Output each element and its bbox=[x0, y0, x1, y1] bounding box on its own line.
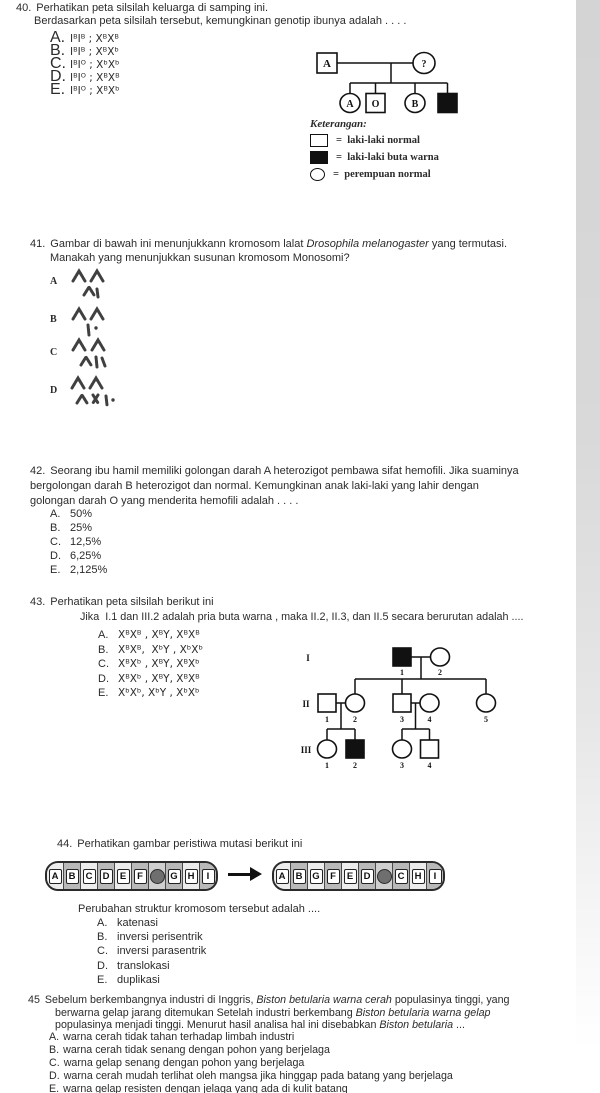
q41-item-d-label: D bbox=[50, 385, 58, 396]
option-label: A. bbox=[49, 1031, 60, 1043]
option-label: D. bbox=[97, 959, 108, 972]
q42-line3: golongan darah O yang menderita hemofili adalah . . . . bbox=[30, 495, 299, 507]
option-text: warna cerah mudah terlihat oleh mangsa jika hinggap pada batang yang berjelaga bbox=[63, 1070, 453, 1082]
chromosome-segment: I bbox=[427, 863, 443, 889]
q41-item-b-label: B bbox=[50, 314, 57, 325]
q44-option-e bbox=[97, 974, 206, 988]
chromosome-after bbox=[272, 861, 445, 891]
legend-title: Keterangan: bbox=[310, 118, 367, 130]
ii4-number: 4 bbox=[427, 715, 432, 724]
option-text: inversi parasentrik bbox=[117, 945, 207, 958]
option-text: warna gelap senang dengan pohon yang berjelaga bbox=[63, 1057, 305, 1069]
child2-label: O bbox=[371, 99, 380, 110]
chromosome-segment: I bbox=[200, 863, 216, 889]
option-label: E. bbox=[50, 80, 66, 98]
legend-row-colorblind-male bbox=[310, 151, 439, 164]
legend-text: = perempuan normal bbox=[333, 169, 431, 180]
q43-option-e bbox=[98, 687, 203, 702]
option-text: IᴮIᴼ ; XᵇXᵇ bbox=[70, 58, 120, 71]
q44-prompt: Perubahan struktur kromosom tersebut adalah .... bbox=[78, 903, 321, 915]
gen-label-2: II bbox=[302, 699, 310, 709]
q45-options bbox=[49, 1031, 453, 1093]
chromosome-segment: G bbox=[166, 863, 183, 889]
q43-line2: Jika I.1 dan III.2 adalah pria buta warna , maka II.2, II.3, dan II.5 secara berurutan adalah .... bbox=[80, 611, 524, 623]
chromosome-segment: B bbox=[291, 863, 308, 889]
q44-option-d bbox=[97, 960, 206, 974]
q45-line1 bbox=[28, 994, 510, 1007]
option-text: translokasi bbox=[117, 959, 170, 972]
chromosome-segment: H bbox=[410, 863, 427, 889]
q40-options bbox=[50, 29, 120, 98]
q45-line1-text: Sebelum berkembangnya industri di Inggris, Biston betularia warna cerah populasinya tinggi, yang bbox=[44, 994, 510, 1006]
option-text: IᴮIᴼ ; XᴮXᵇ bbox=[70, 84, 120, 97]
i1-number: 1 bbox=[400, 668, 404, 677]
option-text: XᴮXᵇ , XᴮY, XᴮXᴮ bbox=[118, 672, 200, 685]
q42-option-c bbox=[50, 536, 107, 550]
chromosome-segment: C bbox=[81, 863, 98, 889]
chromosome-segment: E bbox=[342, 863, 359, 889]
q43-option-d bbox=[98, 673, 203, 688]
option-text: IᴮIᴼ ; XᴮXᴮ bbox=[70, 71, 120, 84]
option-text: XᴮXᴮ , XᴮY, XᴮXᴮ bbox=[118, 629, 200, 641]
option-label: D. bbox=[50, 550, 61, 562]
q42-option-b bbox=[50, 522, 107, 536]
option-text: 25% bbox=[70, 522, 93, 534]
legend-text: = laki-laki buta warna bbox=[336, 152, 439, 163]
q43-option-b bbox=[98, 644, 203, 659]
q42-options bbox=[50, 508, 107, 578]
q44-option-b bbox=[97, 931, 206, 945]
option-label: A. bbox=[97, 917, 108, 929]
chromosome-before bbox=[45, 861, 218, 891]
q45-option-a bbox=[49, 1031, 453, 1044]
chromosome-segment: C bbox=[393, 863, 410, 889]
option-text: 12,5% bbox=[70, 536, 102, 548]
ii1-square bbox=[318, 694, 336, 712]
option-label: E. bbox=[49, 1083, 60, 1093]
q44-line1-text: Perhatikan gambar peristiwa mutasi berikut ini bbox=[77, 838, 303, 850]
option-text: XᴮXᴮ, XᵇY , XᵇXᵇ bbox=[118, 643, 203, 656]
child4-square-filled bbox=[438, 94, 457, 113]
q41-item-c-label: C bbox=[50, 347, 58, 358]
option-label: A. bbox=[50, 29, 66, 46]
iii2-number: 2 bbox=[353, 761, 357, 770]
option-label: B. bbox=[49, 1044, 60, 1056]
karyotype-option-b bbox=[68, 306, 116, 338]
father-label: A bbox=[323, 58, 331, 70]
option-text: warna cerah tidak tahan terhadap limbah industri bbox=[63, 1031, 295, 1043]
option-text: 6,25% bbox=[70, 550, 102, 562]
option-label: B. bbox=[98, 643, 109, 656]
q42-line1 bbox=[30, 464, 519, 479]
option-label: B. bbox=[50, 41, 66, 59]
q43-line1 bbox=[30, 596, 214, 609]
option-label: C. bbox=[98, 658, 109, 671]
child3-label: B bbox=[411, 99, 419, 110]
gen-label-3: III bbox=[300, 745, 312, 755]
option-label: C. bbox=[97, 945, 108, 958]
q45-option-b bbox=[49, 1044, 453, 1057]
q45-option-e bbox=[49, 1083, 453, 1093]
ii5-circle bbox=[477, 694, 496, 712]
chromosome-segment: E bbox=[115, 863, 132, 889]
option-text: XᵇXᵇ, XᵇY , XᵇXᵇ bbox=[118, 687, 200, 700]
centromere-icon bbox=[376, 863, 393, 889]
chromosome-segment: A bbox=[47, 863, 64, 889]
legend-row-normal-female bbox=[310, 168, 439, 181]
iii2-square-filled bbox=[346, 740, 364, 758]
option-text: warna gelap resisten dengan jelaga yang ada di kulit batang bbox=[63, 1083, 348, 1093]
option-label: D. bbox=[98, 672, 109, 685]
option-label: B. bbox=[50, 522, 61, 534]
chromosome-segment: D bbox=[98, 863, 115, 889]
ii2-circle bbox=[346, 694, 365, 712]
option-label: C. bbox=[49, 1057, 60, 1069]
q43-pedigree-diagram bbox=[298, 641, 510, 775]
option-text: 50% bbox=[70, 508, 93, 520]
option-text: 2,125% bbox=[70, 564, 108, 576]
q43-number: 43. bbox=[30, 596, 46, 608]
q43-option-a bbox=[98, 629, 203, 644]
q41-line2: Manakah yang menunjukkan susunan kromosom Monosomi? bbox=[50, 252, 350, 264]
circle-icon bbox=[310, 168, 325, 181]
option-label: E. bbox=[97, 973, 108, 986]
iii4-number: 4 bbox=[427, 761, 432, 770]
option-text: duplikasi bbox=[117, 973, 160, 986]
chromosome-segment: H bbox=[183, 863, 200, 889]
scan-edge-shade bbox=[576, 0, 600, 1093]
option-label: D. bbox=[50, 67, 66, 85]
ii3-number: 3 bbox=[400, 715, 404, 724]
q43-options bbox=[98, 629, 203, 702]
iii1-circle bbox=[318, 740, 337, 758]
q44-option-a bbox=[97, 917, 206, 931]
option-label: E. bbox=[98, 687, 109, 700]
q40-option-a bbox=[50, 29, 120, 46]
q45-line2: berwarna gelap jarang ditemukan Setelah industri berkembang Biston betularia warna gelap bbox=[55, 1006, 491, 1019]
q42-option-a bbox=[50, 508, 107, 522]
q45-option-c bbox=[49, 1057, 453, 1070]
q42-option-e bbox=[50, 564, 107, 578]
q44-number: 44. bbox=[57, 838, 73, 850]
mother-label: ? bbox=[421, 59, 427, 70]
ii4-circle bbox=[420, 694, 439, 712]
square-filled-icon bbox=[310, 151, 328, 164]
q44-option-c bbox=[97, 945, 206, 959]
option-label: D. bbox=[49, 1070, 60, 1082]
chromosome-segment: F bbox=[325, 863, 342, 889]
chromosome-segment: G bbox=[308, 863, 325, 889]
q42-number: 42. bbox=[30, 465, 46, 477]
karyotype-option-d bbox=[68, 375, 120, 411]
option-text: XᴮXᵇ , XᴮY, XᴮXᵇ bbox=[118, 658, 200, 671]
chromosome-segment: A bbox=[274, 863, 291, 889]
iii3-circle bbox=[393, 740, 412, 758]
option-text: inversi perisentrik bbox=[117, 931, 203, 944]
legend-row-normal-male bbox=[310, 134, 439, 147]
q42-line2: bergolongan darah B heterozigot dan normal. Kemungkinan anak laki-laki yang lahir dengan bbox=[30, 480, 479, 492]
q40-number: 40. bbox=[16, 2, 32, 14]
q45-option-d bbox=[49, 1070, 453, 1083]
ii3-square bbox=[393, 694, 411, 712]
chromosome-segment: B bbox=[64, 863, 81, 889]
i2-number: 2 bbox=[438, 668, 442, 677]
mutation-arrow-icon bbox=[228, 867, 262, 881]
option-text: IᴮIᴮ ; XᴮXᴮ bbox=[70, 33, 119, 45]
option-label: B. bbox=[97, 931, 108, 944]
option-label: C. bbox=[50, 54, 66, 72]
option-label: C. bbox=[50, 536, 61, 548]
option-text: katenasi bbox=[117, 917, 158, 929]
legend-text: = laki-laki normal bbox=[336, 135, 420, 146]
ii2-number: 2 bbox=[353, 715, 357, 724]
karyotype-option-a bbox=[68, 268, 116, 302]
i2-circle bbox=[431, 648, 450, 666]
square-empty-icon bbox=[310, 134, 328, 147]
q42-option-d bbox=[50, 550, 107, 564]
q41-line1 bbox=[30, 238, 507, 251]
q40-pedigree-diagram bbox=[303, 48, 478, 116]
option-text: IᴮIᴮ ; XᴮXᵇ bbox=[70, 45, 119, 58]
q44-line1 bbox=[57, 838, 302, 851]
q45-line3: populasinya menjadi tinggi. Menurut hasil analisa hal ini disebabkan Biston betularia ... bbox=[55, 1019, 465, 1031]
chromosome-segment: D bbox=[359, 863, 376, 889]
q41-line1-text: Gambar di bawah ini menunjukkann kromosom lalat Drosophila melanogaster yang termutasi. bbox=[50, 238, 508, 250]
chromosome-segment: F bbox=[132, 863, 149, 889]
q43-option-c bbox=[98, 658, 203, 673]
q41-item-a-label: A bbox=[50, 276, 58, 287]
ii1-number: 1 bbox=[325, 715, 329, 724]
q40-line1-text: Perhatikan peta silsilah keluarga di samping ini. bbox=[36, 2, 269, 14]
option-text: warna cerah tidak senang dengan pohon yang berjelaga bbox=[63, 1044, 330, 1056]
q40-line1 bbox=[16, 2, 268, 15]
iii4-square bbox=[421, 740, 439, 758]
ii5-number: 5 bbox=[484, 715, 488, 724]
q45-number: 45 bbox=[28, 994, 40, 1006]
i1-square-filled bbox=[393, 648, 411, 666]
centromere-icon bbox=[149, 863, 166, 889]
iii1-number: 1 bbox=[325, 761, 329, 770]
q40-line2: Berdasarkan peta silsilah tersebut, kemungkinan genotip ibunya adalah . . . . bbox=[34, 15, 407, 27]
q43-line1-text: Perhatikan peta silsilah berikut ini bbox=[50, 596, 214, 608]
karyotype-option-c bbox=[68, 337, 118, 371]
option-label: A. bbox=[98, 629, 109, 641]
option-label: A. bbox=[50, 508, 61, 520]
option-label: E. bbox=[50, 564, 61, 576]
gen-label-1: I bbox=[306, 653, 310, 663]
q40-legend bbox=[310, 118, 439, 181]
iii3-number: 3 bbox=[400, 761, 404, 770]
q44-options bbox=[97, 917, 206, 988]
q42-line1-text: Seorang ibu hamil memiliki golongan darah A heterozigot pembawa sifat hemofili. Jika suaminya bbox=[50, 465, 519, 477]
q41-number: 41. bbox=[30, 238, 46, 250]
child1-label: A bbox=[346, 99, 354, 110]
